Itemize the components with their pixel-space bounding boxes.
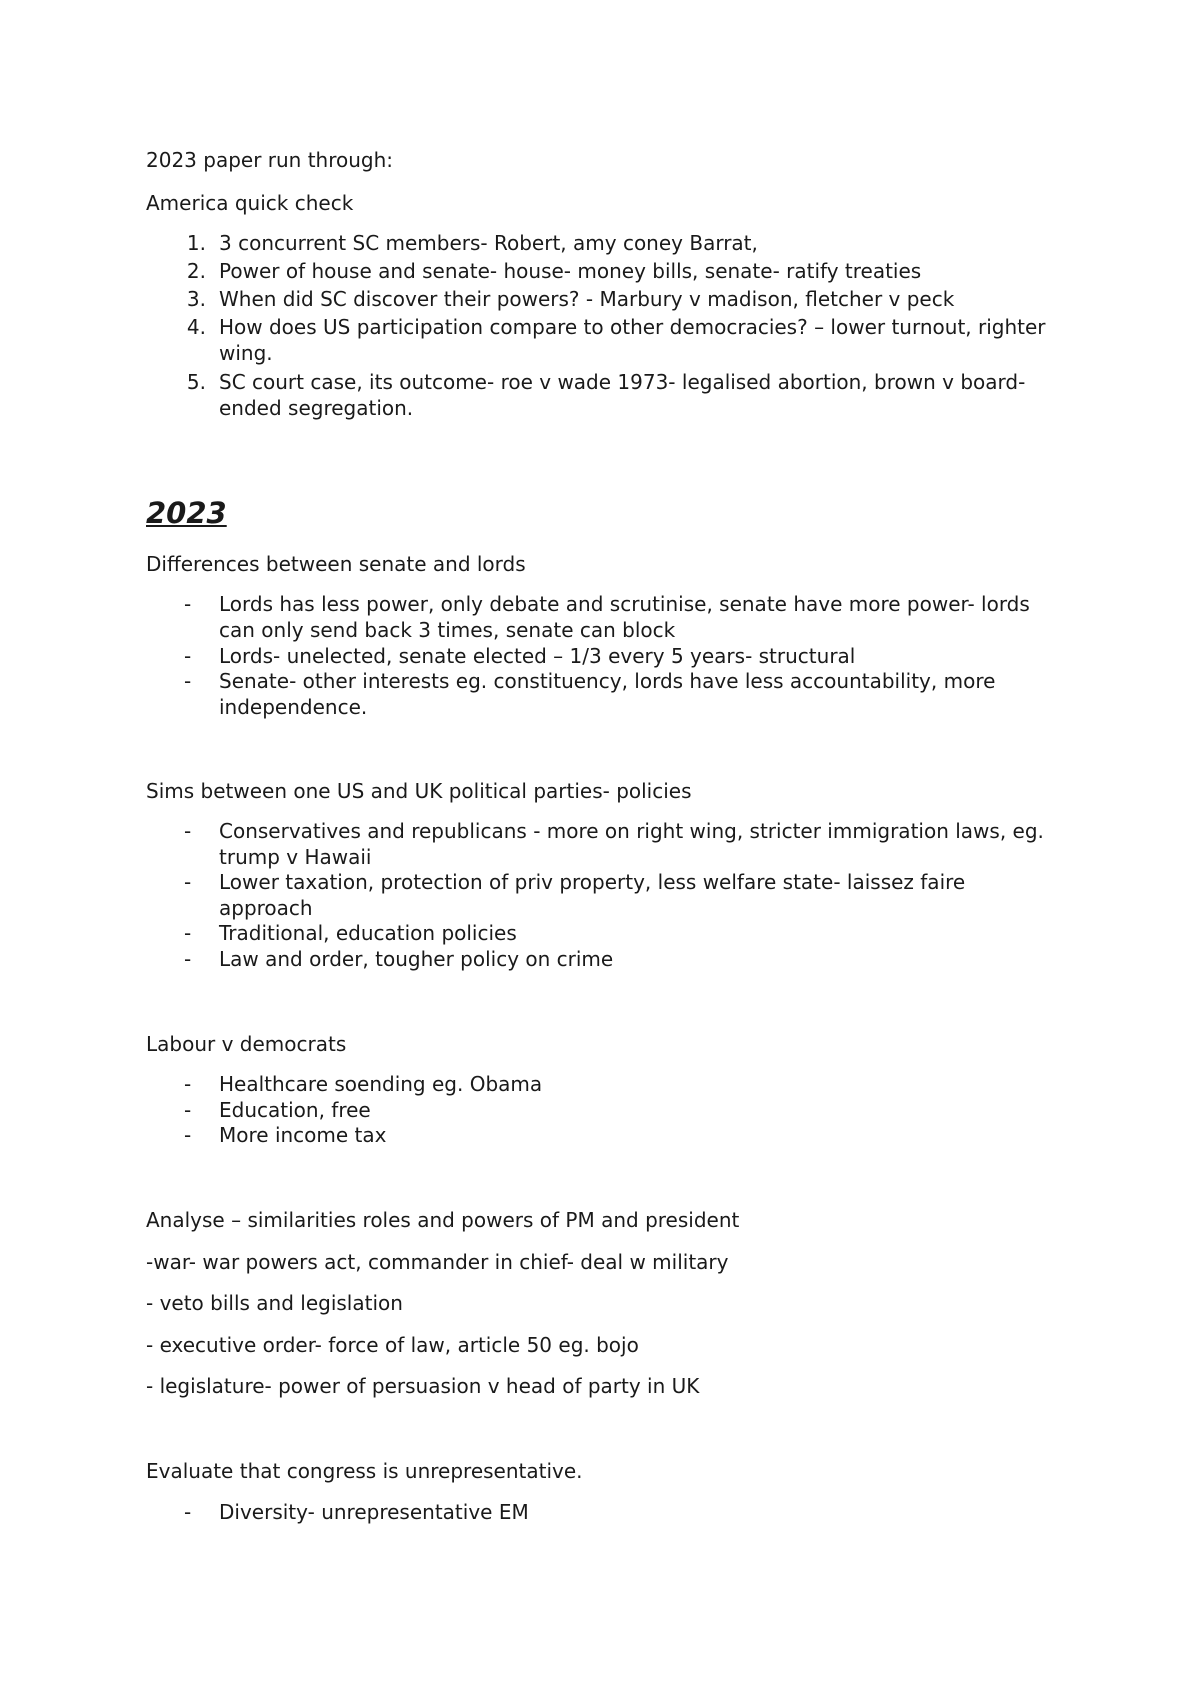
sims-title: Sims between one US and UK political parties- policies (146, 779, 692, 803)
list-item-text: How does US participation compare to other democracies? – lower turnout, righter wing. (219, 315, 1046, 365)
dash-marker: - (184, 592, 192, 616)
analyse-line: - legislature- power of persuasion v head of party in UK (146, 1374, 700, 1398)
dash-marker: - (184, 870, 192, 894)
dash-marker: - (184, 921, 192, 945)
list-item-text: 3 concurrent SC members- Robert, amy coney Barrat, (219, 231, 758, 255)
bullet-text: Law and order, tougher policy on crime (219, 947, 614, 971)
dash-marker: - (184, 1123, 192, 1147)
bullet-text: Lords has less power, only debate and scrutinise, senate have more power- lords can only send back 3 times, senate can block (219, 592, 1030, 642)
section-heading: 2023 (146, 496, 227, 530)
analyse-line: - executive order- force of law, article 50 eg. bojo (146, 1333, 639, 1357)
dash-marker: - (184, 1500, 192, 1524)
list-item-text: Power of house and senate- house- money bills, senate- ratify treaties (219, 259, 922, 283)
analyse-line: - veto bills and legislation (146, 1291, 403, 1315)
dash-marker: - (184, 1098, 192, 1122)
bullet-text: Lords- unelected, senate elected – 1/3 every 5 years- structural (219, 644, 856, 668)
bullet-text: Healthcare soending eg. Obama (219, 1072, 543, 1096)
list-item-text: When did SC discover their powers? - Marbury v madison, fletcher v peck (219, 287, 955, 311)
list-number: 3. (186, 287, 206, 311)
analyse-line: -war- war powers act, commander in chief- deal w military (146, 1250, 729, 1274)
bullet-text: Conservatives and republicans - more on right wing, stricter immigration laws, eg. trump v Hawaii (219, 819, 1044, 869)
list-number: 5. (186, 370, 206, 394)
bullet-text: More income tax (219, 1123, 387, 1147)
list-item-text: SC court case, its outcome- roe v wade 1973- legalised abortion, brown v board- ended segregation. (219, 370, 1026, 420)
bullet-text: Lower taxation, protection of priv property, less welfare state- laissez faire approach (219, 870, 966, 920)
dash-marker: - (184, 947, 192, 971)
labour-title: Labour v democrats (146, 1032, 347, 1056)
evaluate-title: Evaluate that congress is unrepresentative. (146, 1459, 583, 1483)
dash-marker: - (184, 1072, 192, 1096)
analyse-title: Analyse – similarities roles and powers of PM and president (146, 1208, 740, 1232)
bullet-text: Education, free (219, 1098, 371, 1122)
dash-marker: - (184, 644, 192, 668)
intro-title: 2023 paper run through: (146, 148, 394, 172)
bullet-text: Diversity- unrepresentative EM (219, 1500, 529, 1524)
list-number: 2. (186, 259, 206, 283)
list-number: 1. (186, 231, 206, 255)
bullet-text: Senate- other interests eg. constituency, lords have less accountability, more independence. (219, 669, 996, 719)
dash-marker: - (184, 819, 192, 843)
list-number: 4. (186, 315, 206, 339)
bullet-text: Traditional, education policies (219, 921, 517, 945)
differences-title: Differences between senate and lords (146, 552, 526, 576)
quick-check-title: America quick check (146, 191, 354, 215)
dash-marker: - (184, 669, 192, 693)
